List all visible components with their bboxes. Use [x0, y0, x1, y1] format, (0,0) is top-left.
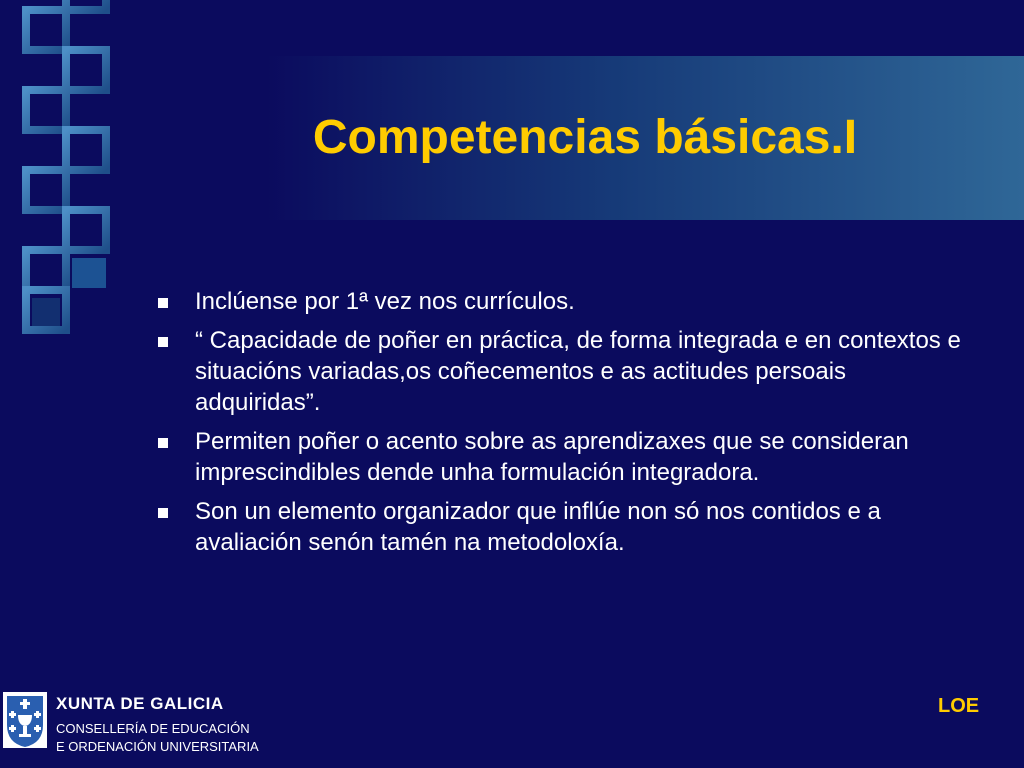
bullet-text: Permiten poñer o acento sobre as aprendizaxes que se consideran imprescindibles dende unha formulación integradora. — [195, 428, 909, 486]
square-bullet-icon — [158, 438, 168, 448]
bullet-text: “ Capacidade de poñer en práctica, de forma integrada e en contextos e situacións variadas,os coñecementos e as actitudes persoais adquiridas”. — [195, 327, 961, 416]
xunta-shield-icon — [2, 691, 48, 751]
bullet-list — [155, 286, 975, 566]
bullet-text: Son un elemento organizador que inflúe non só nos contidos e a avaliación senón tamén na metodoloxía. — [195, 498, 881, 556]
slide-title: Competencias básicas.I — [312, 111, 858, 164]
department-line-1: CONSELLERÍA DE EDUCACIÓN — [56, 721, 250, 736]
square-bullet-icon — [158, 337, 168, 347]
bullet-text: Inclúense por 1ª vez nos currículos. — [195, 288, 575, 315]
department-line-2: E ORDENACIÓN UNIVERSITARIA — [56, 739, 259, 754]
decorative-squares-pattern — [0, 0, 120, 350]
bullet-item — [155, 496, 975, 558]
square-bullet-icon — [158, 298, 168, 308]
org-name: XUNTA DE GALICIA — [56, 694, 224, 713]
square-bullet-icon — [158, 508, 168, 518]
bullet-item — [155, 325, 975, 418]
loe-tag: LOE — [938, 695, 980, 717]
bullet-item — [155, 426, 975, 488]
bullet-item — [155, 286, 975, 317]
